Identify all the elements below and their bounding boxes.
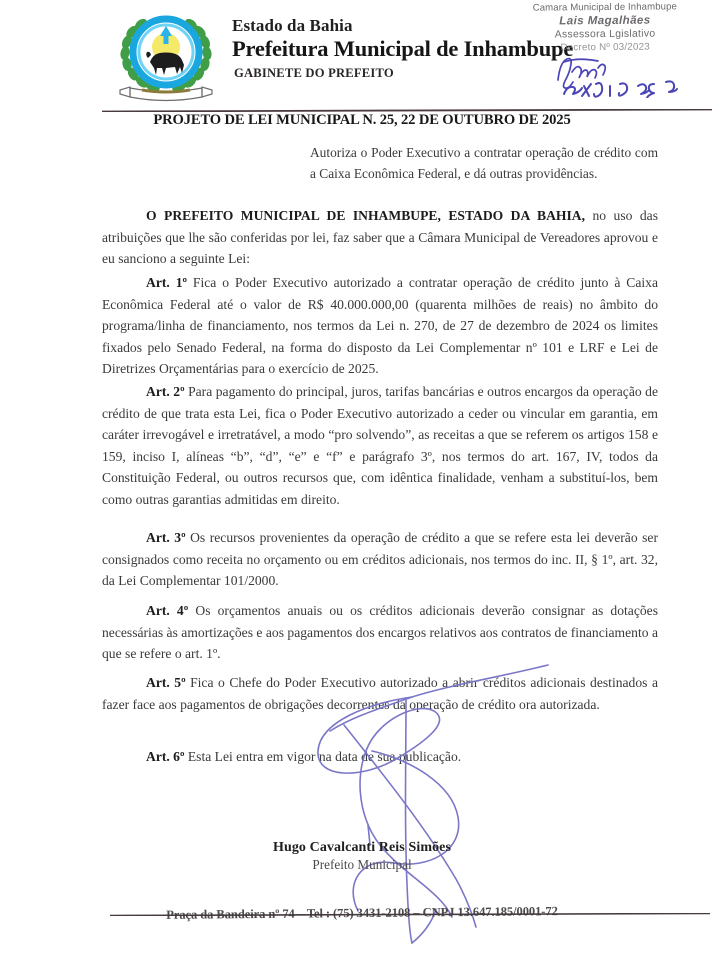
- article-label: Art. 4º: [146, 603, 189, 618]
- paragraph-art-5: [102, 672, 658, 715]
- article-label: Art. 3º: [146, 530, 186, 545]
- camara-stamp: [512, 1, 698, 55]
- stamp-decree: Decreto Nº 03/2023: [560, 41, 650, 54]
- stamp-person-name: Lais Magalhães: [559, 13, 651, 28]
- preambulo-rest: no uso das atribuições que lhe são conferidas por lei, faz saber que a Câmara Municipal de Vereadores aprovou e eu sanciono a seguinte Lei:: [102, 208, 659, 267]
- header-state-line: Estado da Bahia: [232, 16, 353, 35]
- article-text: Para pagamento do principal, juros, tarifas bancárias e outros encargos da operação de crédito de que trata esta Lei, fica o Poder Executivo autorizado a ceder ou vincular em garantia, em caráter irrevogável e irretratável, a modo “pro solvendo”, as receitas a que se referem os artigos 158 e 159, inciso I, alíneas “b”, “d”, “e” e “f” e parágrafo 3º, nos termos do art. 167, IV, todos da Constituição Federal, ou outros recursos que, com idêntica finalidade, venham a substituí-los, bem como outras garantias admitidas em direito.: [102, 384, 658, 507]
- article-text: Os orçamentos anuais ou os créditos adicionais deverão consignar as dotações necessárias às amortizações e aos pagamentos dos encargos relativos aos contratos de financiamento a que se refere o art. 1º.: [102, 603, 658, 662]
- signatory-role: Prefeito Municipal: [312, 857, 412, 872]
- header-divider: [102, 99, 712, 102]
- article-text: Fica o Chefe do Poder Executivo autorizado a abrir créditos adicionais destinados a fazer face aos pagamentos de obrigações decorrentes da operação de crédito ora autorizada.: [102, 675, 658, 712]
- paragraph-art-3: [102, 527, 658, 592]
- letterhead: [0, 0, 724, 108]
- article-label: Art. 6º: [146, 749, 185, 764]
- article-text: Esta Lei entra em vigor na data de sua publicação.: [184, 749, 462, 764]
- stamp-person-role: Assessora Lgislativo: [554, 28, 656, 41]
- preambulo-bold: O PREFEITO MUNICIPAL DE INHAMBUPE, ESTADO DA BAHIA,: [146, 208, 585, 223]
- article-label: Art. 2º: [146, 384, 185, 399]
- signatory-name: Hugo Cavalcanti Reis Simões: [272, 840, 452, 855]
- paragraph-art-4: [102, 600, 658, 665]
- article-text: Fica o Poder Executivo autorizado a contratar operação de crédito junto à Caixa Econômica Federal até o valor de R$ 40.000.000,00 (quarenta milhões de reais) no âmbito do programa/linha de financiamento, nos termos da Lei n. 270, de 27 de dezembro de 2024 os limites fixados pelo Senado Federal, na forma do disposto da Lei Complementar nº 101 e LRF e Lei de Diretrizes Orçamentárias para o exercício de 2025.: [102, 275, 658, 377]
- coat-of-arms-icon: [112, 2, 220, 102]
- paragraph-art-6: [102, 746, 658, 768]
- article-text: Os recursos provenientes da operação de crédito a que se refere esta lei deverão ser consignados como receita no orçamento ou em créditos adicionais, nos termos do inc. II, § 1º, art. 32, da Lei Complementar 101/2000.: [102, 530, 658, 589]
- header-office-line: GABINETE DO PREFEITO: [234, 65, 394, 80]
- footer-address: Praça da Bandeira nº 74 – Tel : (75) 3431-2108 – CNPJ 13.647.185/0001-72: [166, 904, 558, 922]
- signature-block: [0, 840, 724, 873]
- paragraph-art-2: [102, 381, 658, 510]
- stamp-organization: Camara Municipal de Inhambupe: [532, 1, 677, 14]
- ementa-text: Autoriza o Poder Executivo a contratar operação de crédito com a Caixa Econômica Federal, e dá outras providências.: [310, 145, 658, 182]
- paragraph-art-1: [102, 272, 658, 380]
- paragraph-preambulo: [102, 205, 658, 270]
- article-label: Art. 5º: [146, 675, 186, 690]
- header-city-line: Prefeitura Municipal de Inhambupe: [232, 36, 574, 62]
- article-label: Art. 1º: [146, 275, 187, 290]
- page-title: PROJETO DE LEI MUNICIPAL N. 25, 22 DE OUTUBRO DE 2025: [153, 112, 571, 128]
